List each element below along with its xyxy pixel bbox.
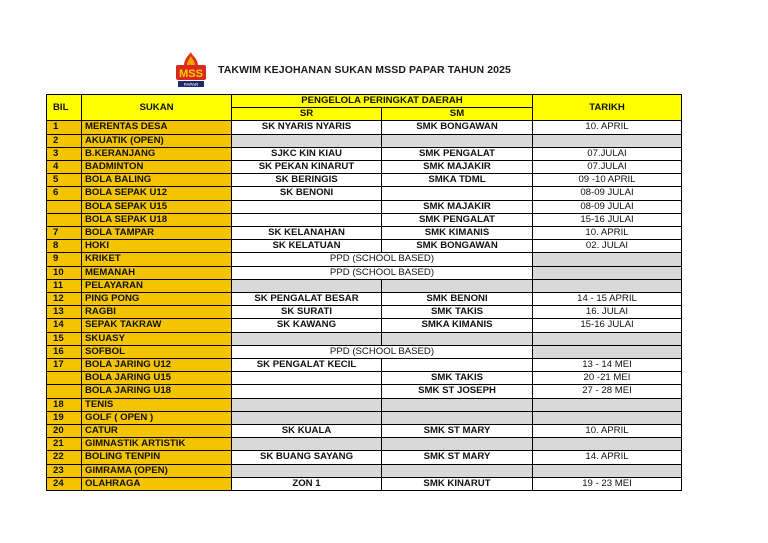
table-row: [47, 266, 682, 279]
cell-sukan: HOKI: [82, 240, 232, 253]
cell-sm: [382, 279, 533, 292]
table-row: [47, 385, 682, 398]
cell-tarikh: [533, 411, 682, 424]
cell-tarikh: 20 -21 MEI: [533, 372, 682, 385]
cell-sm: [382, 411, 533, 424]
cell-bil: 3: [47, 147, 82, 160]
cell-bil: [47, 200, 82, 213]
cell-tarikh: 08-09 JULAI: [533, 200, 682, 213]
cell-bil: 19: [47, 411, 82, 424]
cell-sukan: PING PONG: [82, 293, 232, 306]
cell-tarikh: 15-16 JULAI: [533, 319, 682, 332]
cell-sm: [382, 187, 533, 200]
table-row: [47, 200, 682, 213]
cell-sukan: SKUASY: [82, 332, 232, 345]
table-row: [47, 279, 682, 292]
cell-bil: [47, 213, 82, 226]
cell-sm: SMKA TDML: [382, 174, 533, 187]
cell-tarikh: [533, 279, 682, 292]
cell-sm: [382, 464, 533, 477]
cell-sukan: BOLA JARING U18: [82, 385, 232, 398]
cell-bil: 4: [47, 161, 82, 174]
cell-sm: SMKA KIMANIS: [382, 319, 533, 332]
table-row: [47, 306, 682, 319]
cell-bil: 14: [47, 319, 82, 332]
cell-sm: [382, 332, 533, 345]
cell-sukan: B.KERANJANG: [82, 147, 232, 160]
cell-tarikh: 08-09 JULAI: [533, 187, 682, 200]
cell-bil: 13: [47, 306, 82, 319]
cell-tarikh: 10. APRIL: [533, 121, 682, 134]
table-row: [47, 187, 682, 200]
table-row: [47, 253, 682, 266]
cell-sukan: SOFBOL: [82, 345, 232, 358]
table-row: [47, 398, 682, 411]
cell-bil: 21: [47, 438, 82, 451]
table-row: [47, 213, 682, 226]
cell-sm: [382, 359, 533, 372]
cell-sr: SK BENONI: [232, 187, 382, 200]
cell-pengelola-merged: PPD (SCHOOL BASED): [232, 253, 533, 266]
cell-bil: 5: [47, 174, 82, 187]
header-tarikh: TARIKH: [533, 95, 682, 121]
cell-sm: SMK ST JOSEPH: [382, 385, 533, 398]
cell-sm: SMK KINARUT: [382, 477, 533, 490]
cell-bil: [47, 372, 82, 385]
cell-tarikh: [533, 345, 682, 358]
cell-sr: SK NYARIS NYARIS: [232, 121, 382, 134]
cell-bil: 20: [47, 425, 82, 438]
cell-sm: [382, 398, 533, 411]
table-row: [47, 174, 682, 187]
cell-tarikh: 10. APRIL: [533, 425, 682, 438]
cell-sr: SK KELATUAN: [232, 240, 382, 253]
cell-tarikh: 02. JULAI: [533, 240, 682, 253]
table-row: [47, 240, 682, 253]
cell-tarikh: [533, 134, 682, 147]
cell-bil: 10: [47, 266, 82, 279]
cell-sukan: AKUATIK (OPEN): [82, 134, 232, 147]
cell-tarikh: 07.JULAI: [533, 161, 682, 174]
header-row-1: [47, 95, 682, 108]
cell-sr: [232, 213, 382, 226]
cell-sr: SJKC KIN KIAU: [232, 147, 382, 160]
table-row: [47, 293, 682, 306]
cell-sukan: BOLA SEPAK U15: [82, 200, 232, 213]
cell-sr: [232, 411, 382, 424]
cell-tarikh: [533, 253, 682, 266]
cell-sr: [232, 464, 382, 477]
cell-sm: SMK ST MARY: [382, 451, 533, 464]
cell-sr: SK BUANG SAYANG: [232, 451, 382, 464]
schedule-table: [46, 94, 682, 491]
cell-sukan: TENIS: [82, 398, 232, 411]
cell-sukan: KRIKET: [82, 253, 232, 266]
cell-bil: 9: [47, 253, 82, 266]
cell-tarikh: 16. JULAI: [533, 306, 682, 319]
header-sukan: SUKAN: [82, 95, 232, 121]
cell-bil: 16: [47, 345, 82, 358]
cell-sr: [232, 372, 382, 385]
cell-sm: SMK TAKIS: [382, 306, 533, 319]
cell-sr: SK BERINGIS: [232, 174, 382, 187]
cell-bil: 23: [47, 464, 82, 477]
cell-sukan: CATUR: [82, 425, 232, 438]
cell-sr: SK PENGALAT BESAR: [232, 293, 382, 306]
table-row: [47, 411, 682, 424]
table-row: [47, 438, 682, 451]
mss-logo: [174, 52, 208, 88]
cell-tarikh: [533, 398, 682, 411]
cell-bil: 18: [47, 398, 82, 411]
cell-sr: [232, 398, 382, 411]
cell-sr: [232, 332, 382, 345]
table-row: [47, 147, 682, 160]
document-header: [174, 52, 511, 88]
cell-sukan: RAGBI: [82, 306, 232, 319]
cell-bil: 24: [47, 477, 82, 490]
cell-tarikh: 27 - 28 MEI: [533, 385, 682, 398]
cell-bil: 22: [47, 451, 82, 464]
cell-tarikh: 15-16 JULAI: [533, 213, 682, 226]
table-row: [47, 425, 682, 438]
cell-sukan: OLAHRAGA: [82, 477, 232, 490]
table-row: [47, 477, 682, 490]
logo-subtext: PAPAR: [183, 82, 199, 87]
table-row: [47, 319, 682, 332]
cell-bil: 17: [47, 359, 82, 372]
cell-sm: SMK PENGALAT: [382, 213, 533, 226]
cell-sm: SMK BONGAWAN: [382, 240, 533, 253]
table-row: [47, 227, 682, 240]
header-bil: BIL: [47, 95, 82, 121]
table-row: [47, 359, 682, 372]
cell-sm: [382, 438, 533, 451]
cell-sm: SMK BONGAWAN: [382, 121, 533, 134]
cell-sm: SMK MAJAKIR: [382, 200, 533, 213]
cell-sm: SMK MAJAKIR: [382, 161, 533, 174]
cell-tarikh: 19 - 23 MEI: [533, 477, 682, 490]
table-row: [47, 345, 682, 358]
cell-sr: SK PEKAN KINARUT: [232, 161, 382, 174]
cell-bil: 15: [47, 332, 82, 345]
cell-sr: SK KELANAHAN: [232, 227, 382, 240]
header-pengelola: PENGELOLA PERINGKAT DAERAH: [232, 95, 533, 108]
cell-sukan: BOLA JARING U12: [82, 359, 232, 372]
cell-bil: [47, 385, 82, 398]
cell-sukan: BOLA TAMPAR: [82, 227, 232, 240]
cell-tarikh: 13 - 14 MEI: [533, 359, 682, 372]
cell-sukan: MERENTAS DESA: [82, 121, 232, 134]
cell-bil: 12: [47, 293, 82, 306]
cell-sukan: MEMANAH: [82, 266, 232, 279]
header-sr: SR: [232, 108, 382, 121]
cell-sukan: BADMINTON: [82, 161, 232, 174]
cell-pengelola-merged: PPD (SCHOOL BASED): [232, 345, 533, 358]
cell-tarikh: [533, 266, 682, 279]
cell-pengelola-merged: PPD (SCHOOL BASED): [232, 266, 533, 279]
cell-sr: [232, 438, 382, 451]
cell-bil: 6: [47, 187, 82, 200]
cell-sukan: GIMRAMA (OPEN): [82, 464, 232, 477]
cell-sr: [232, 200, 382, 213]
cell-sm: [382, 134, 533, 147]
cell-sr: SK KUALA: [232, 425, 382, 438]
cell-sm: SMK KIMANIS: [382, 227, 533, 240]
cell-sr: [232, 385, 382, 398]
cell-tarikh: 07.JULAI: [533, 147, 682, 160]
table-row: [47, 451, 682, 464]
cell-tarikh: 09 -10 APRIL: [533, 174, 682, 187]
table-row: [47, 464, 682, 477]
cell-bil: 1: [47, 121, 82, 134]
cell-sukan: BOLA SEPAK U18: [82, 213, 232, 226]
table-row: [47, 161, 682, 174]
cell-tarikh: [533, 438, 682, 451]
cell-sr: ZON 1: [232, 477, 382, 490]
cell-sukan: BOLING TENPIN: [82, 451, 232, 464]
cell-sr: SK KAWANG: [232, 319, 382, 332]
cell-sukan: GOLF ( OPEN ): [82, 411, 232, 424]
table-row: [47, 372, 682, 385]
cell-bil: 11: [47, 279, 82, 292]
cell-tarikh: [533, 464, 682, 477]
cell-tarikh: [533, 332, 682, 345]
cell-sukan: PELAYARAN: [82, 279, 232, 292]
cell-sukan: BOLA JARING U15: [82, 372, 232, 385]
page-title: TAKWIM KEJOHANAN SUKAN MSSD PAPAR TAHUN 2025: [218, 64, 511, 76]
cell-sm: SMK TAKIS: [382, 372, 533, 385]
cell-bil: 2: [47, 134, 82, 147]
cell-tarikh: 10. APRIL: [533, 227, 682, 240]
cell-tarikh: 14. APRIL: [533, 451, 682, 464]
cell-sr: [232, 279, 382, 292]
cell-bil: 7: [47, 227, 82, 240]
cell-sukan: BOLA SEPAK U12: [82, 187, 232, 200]
header-sm: SM: [382, 108, 533, 121]
cell-sm: SMK ST MARY: [382, 425, 533, 438]
cell-sukan: SEPAK TAKRAW: [82, 319, 232, 332]
cell-sukan: GIMNASTIK ARTISTIK: [82, 438, 232, 451]
cell-sr: [232, 134, 382, 147]
cell-sukan: BOLA BALING: [82, 174, 232, 187]
cell-sr: SK SURATI: [232, 306, 382, 319]
table-row: [47, 121, 682, 134]
cell-tarikh: 14 - 15 APRIL: [533, 293, 682, 306]
cell-sm: SMK BENONI: [382, 293, 533, 306]
cell-bil: 8: [47, 240, 82, 253]
cell-sm: SMK PENGALAT: [382, 147, 533, 160]
cell-sr: SK PENGALAT KECIL: [232, 359, 382, 372]
table-row: [47, 134, 682, 147]
table-row: [47, 332, 682, 345]
logo-text: MSS: [179, 68, 203, 80]
